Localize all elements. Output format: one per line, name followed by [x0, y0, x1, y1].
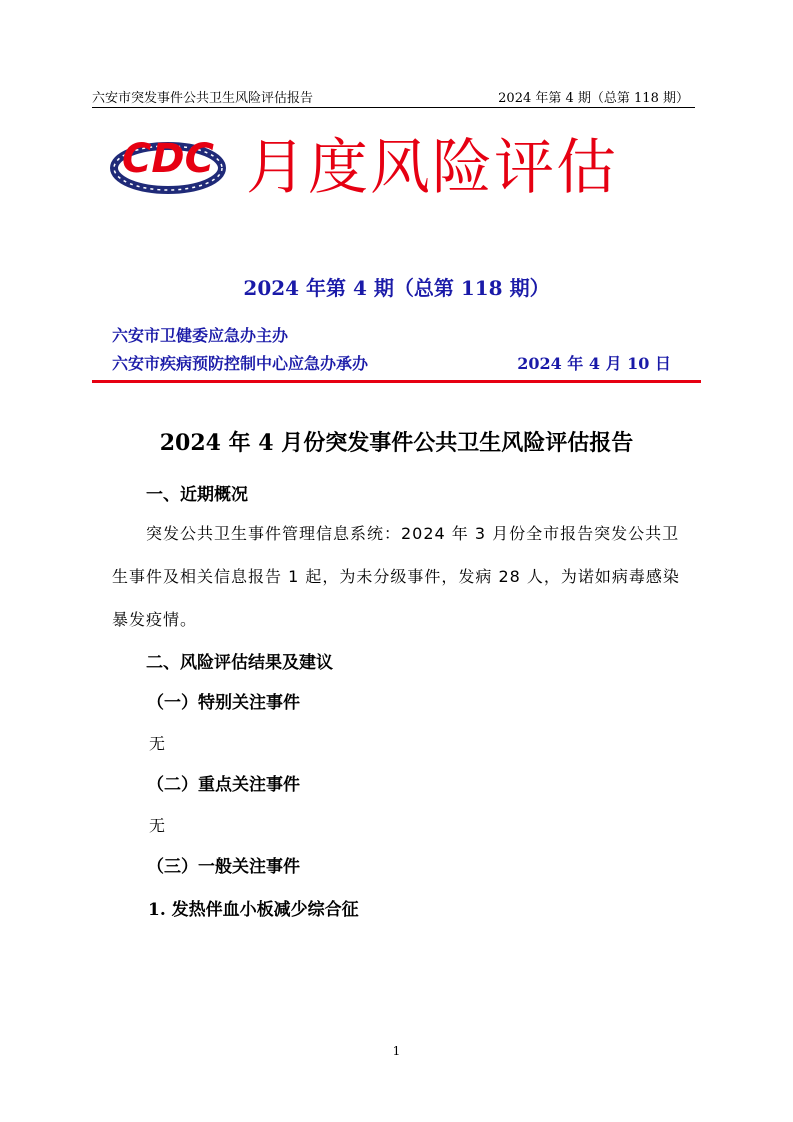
masthead-divider	[92, 380, 701, 383]
report-title: 2024 年 4 月份突发事件公共卫生风险评估报告	[159, 430, 634, 456]
subheading-general-attention: （三）一般关注事件	[147, 857, 300, 877]
special-attention-content: 无	[149, 734, 166, 753]
section-heading-overview: 一、近期概况	[146, 485, 248, 505]
issue-label: 2024 年第 4 期（总第 118 期）	[243, 276, 550, 300]
masthead-title: 月度风险评估	[246, 133, 618, 203]
publish-date: 2024 年 4 月 10 日	[517, 354, 671, 373]
logo-text: CDC	[122, 136, 214, 182]
host-label: 六安市卫健委应急办主办	[112, 326, 289, 345]
subheading-key-attention: （二）重点关注事件	[147, 775, 300, 795]
subheading-special-attention: （一）特别关注事件	[147, 693, 300, 713]
running-header-issue: 2024 年第 4 期（总第 118 期）	[498, 91, 689, 106]
header-divider	[92, 107, 695, 108]
running-header-title: 六安市突发事件公共卫生风险评估报告	[92, 91, 314, 106]
section-heading-assessment: 二、风险评估结果及建议	[146, 653, 333, 673]
organizer-label: 六安市疾病预防控制中心应急办承办	[112, 354, 369, 373]
key-attention-content: 无	[149, 816, 166, 835]
overview-paragraph: 突发公共卫生事件管理信息系统：2024 年 3 月份全市报告突发公共卫生事件及相关信息报告 1 起，为未分级事件，发病 28 人，为诺如病毒感染暴发疫情。	[112, 524, 680, 629]
general-attention-item-1: 1. 发热伴血小板减少综合征	[148, 900, 359, 920]
page-number: 1	[392, 1044, 401, 1058]
cdc-logo	[110, 128, 232, 194]
